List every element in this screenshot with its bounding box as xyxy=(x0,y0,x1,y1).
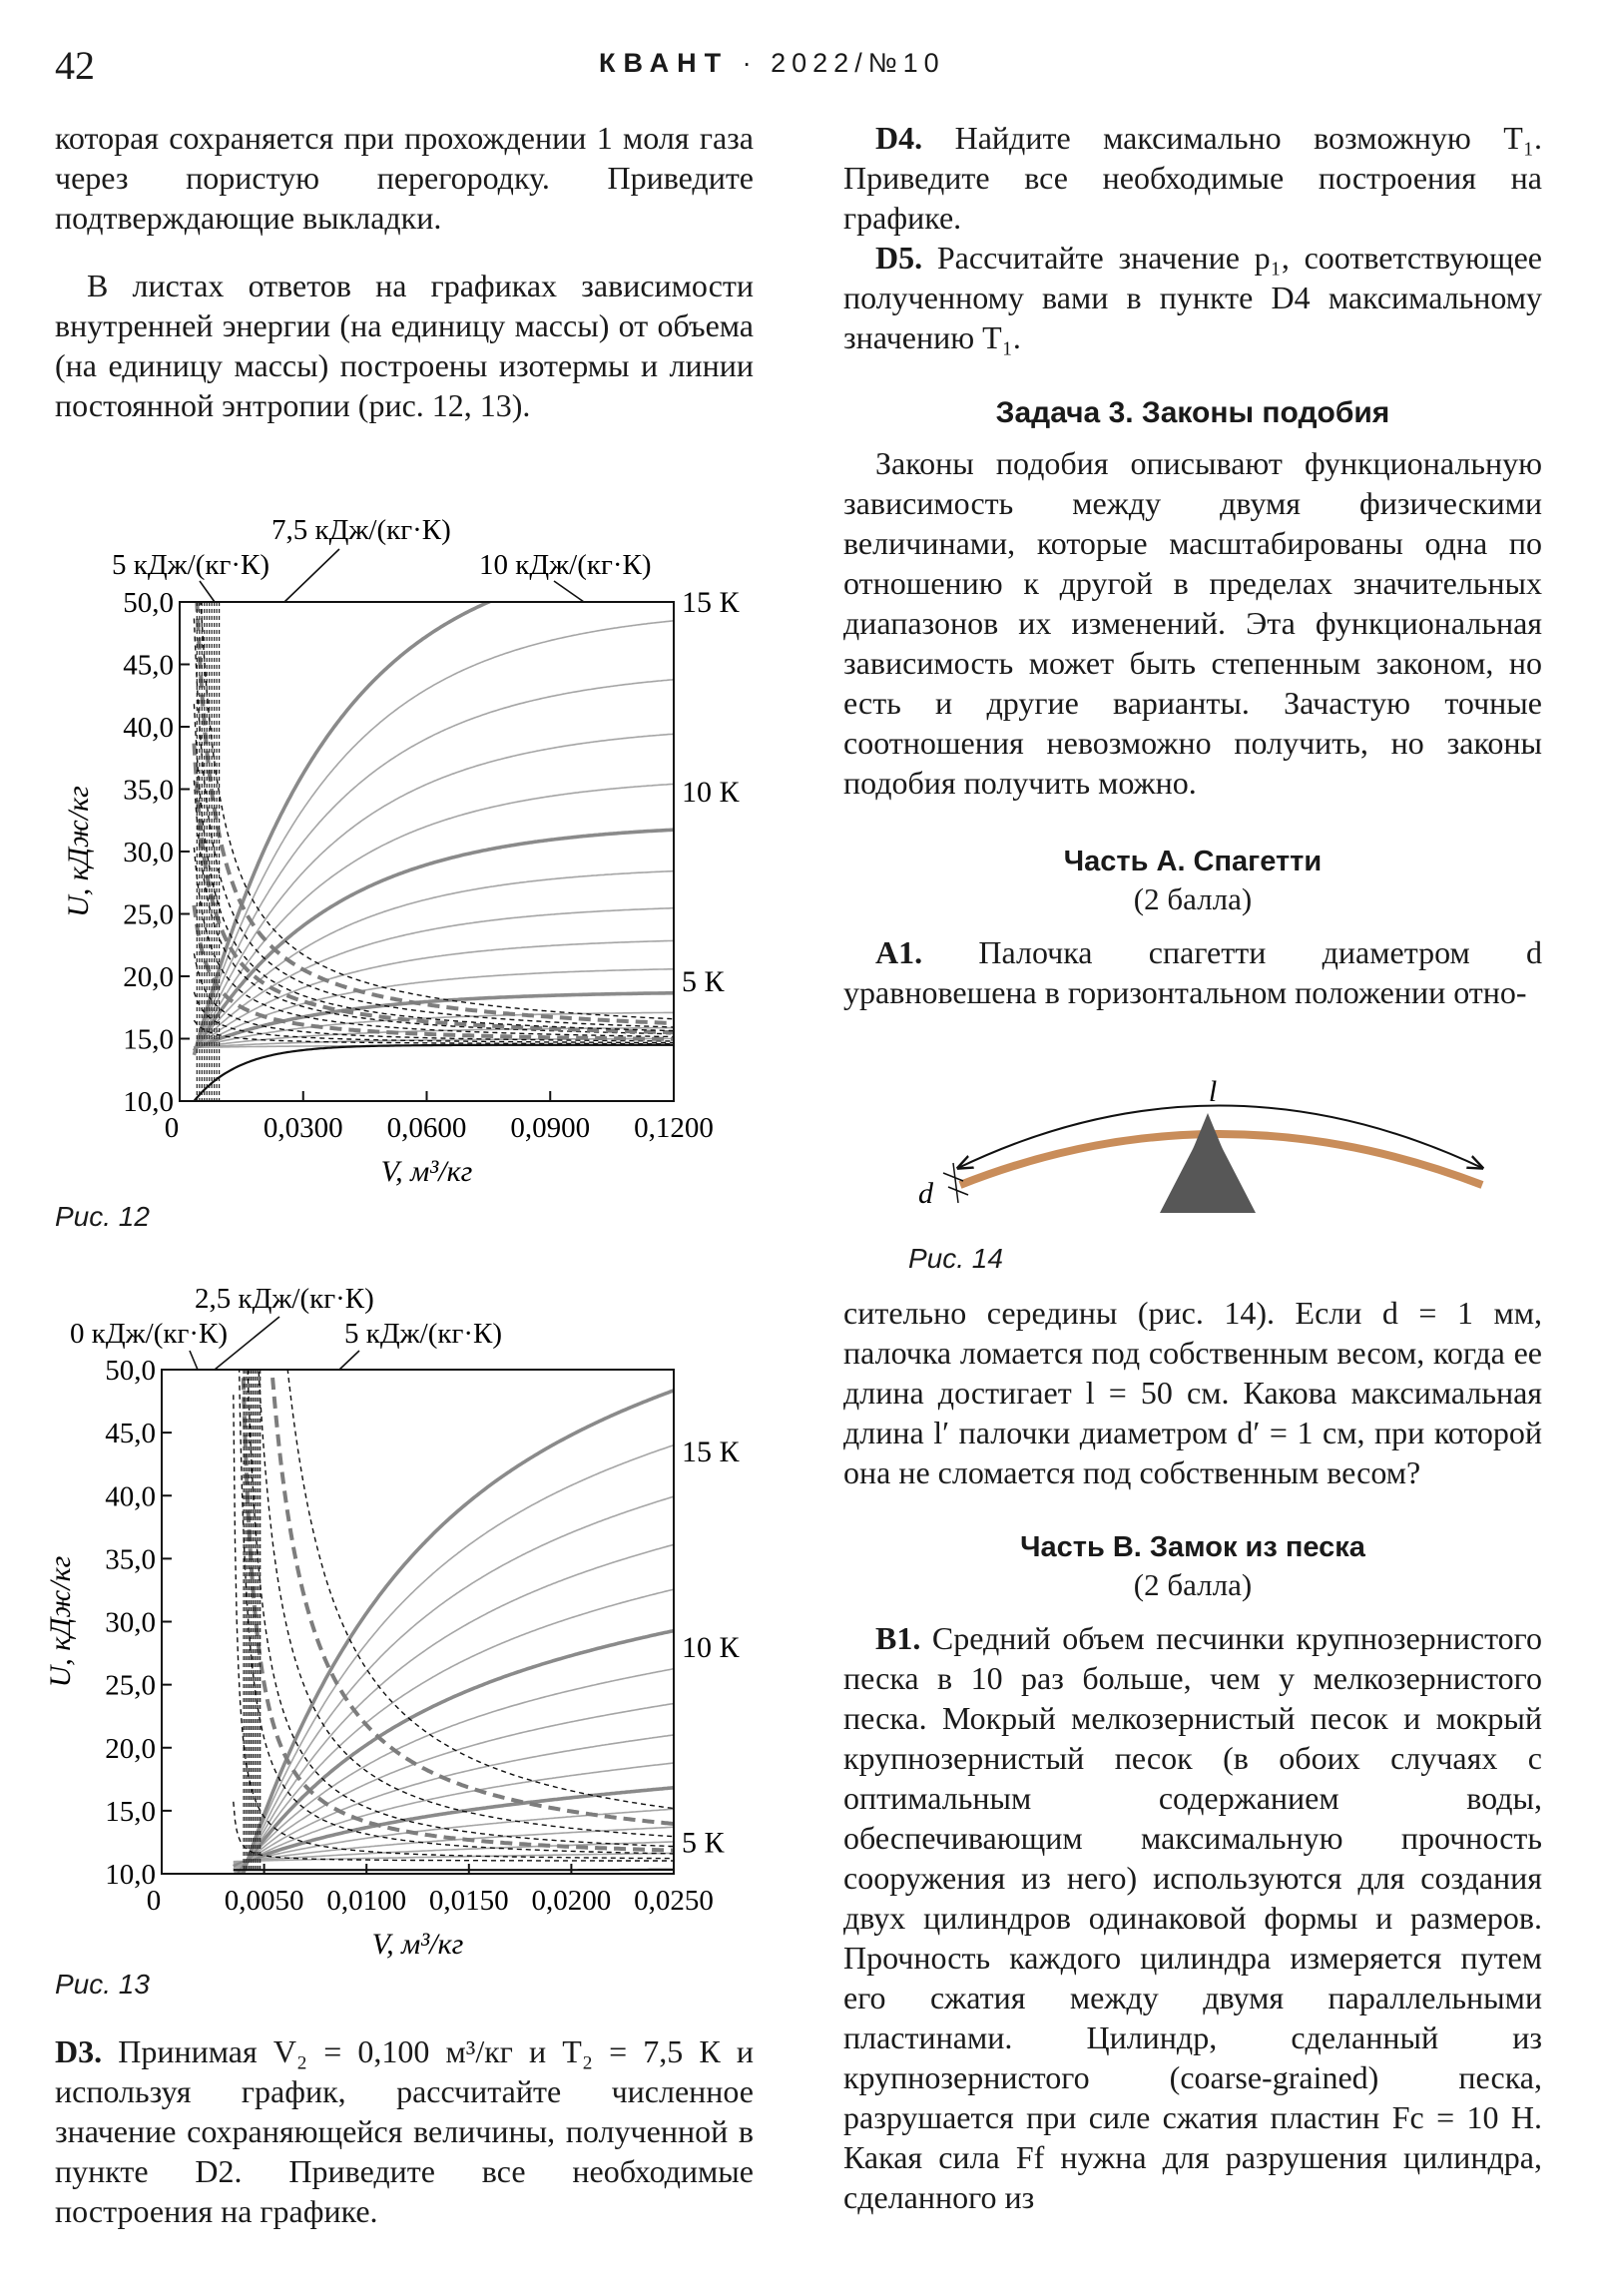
y-tick-label: 15,0 xyxy=(123,1023,174,1056)
annotation-leader xyxy=(339,1351,359,1370)
magazine-title: КВАНТ xyxy=(599,48,730,78)
temperature-label: 10 К xyxy=(682,1630,740,1664)
d3-label: D3. xyxy=(55,2033,103,2069)
y-tick-label: 20,0 xyxy=(123,961,174,993)
partA-points: (2 балла) xyxy=(1133,881,1253,916)
temperature-label: 5 К xyxy=(682,965,725,998)
issue-label: · 2022/№10 xyxy=(742,48,945,78)
paragraph: В листах ответов на графиках зависимости внутренней энергии (на единицу массы) от объема (на единицу массы) построены изотермы и линии постоянной энтропии (рис. 12, 13). xyxy=(55,268,754,423)
x-tick-label: 0,0300 xyxy=(263,1112,343,1144)
y-tick-label: 10,0 xyxy=(123,1086,174,1118)
entropy-annotation: 10 кДж/(кг·К) xyxy=(479,549,652,581)
y-tick-label: 30,0 xyxy=(123,837,174,868)
a1-text-1: Палочка спагетти диаметром d уравновешена в горизонтальном положении отно- xyxy=(843,934,1542,1010)
y-tick-label: 40,0 xyxy=(105,1480,156,1513)
isentrope-7.5 xyxy=(194,744,674,1033)
d4-label: D4. xyxy=(875,120,923,156)
partB-title: Часть B. Замок из песка xyxy=(1020,1531,1365,1563)
left-intro xyxy=(55,118,754,425)
isentrope-5 xyxy=(234,1273,674,1824)
y-tick-label: 50,0 xyxy=(123,587,174,619)
plot-frame xyxy=(180,602,674,1101)
a1-text-2: сительно середины (рис. 14). Если d = 1 мм, палочка ломается под собственным весом, когда ее длина достигает l = 50 см. Какова максимальная длина l′ палочки диаметром d′ = 1 см, при которой она не сломается под собственным весом? xyxy=(843,1295,1542,1490)
y-tick-label: 10,0 xyxy=(105,1859,156,1891)
x-tick-label: 0,0900 xyxy=(510,1112,591,1144)
entropy-annotation: 5 кДж/(кг·К) xyxy=(112,549,270,581)
y-axis-label: U, кДж/кг xyxy=(62,786,95,917)
length-label: l xyxy=(1208,1075,1218,1108)
figure-14-caption: Рис. 14 xyxy=(908,1243,1003,1274)
y-tick-label: 35,0 xyxy=(123,774,174,807)
x-axis-label: V, м³/кг xyxy=(371,1928,464,1961)
figure-13-chart xyxy=(40,1273,779,1972)
temperature-label: 5 К xyxy=(682,1826,725,1860)
diameter-tick-top xyxy=(943,1173,963,1181)
y-tick-label: 45,0 xyxy=(123,649,174,682)
y-tick-label: 25,0 xyxy=(123,898,174,931)
y-tick-label: 50,0 xyxy=(105,1355,156,1387)
task3-text: Законы подобия описывают функциональную зависимость между двумя физическими величинами, которые масштабированы одна по отношению к другой в пределах значительных диапазонов их изменений. Эта функциональная зависимость может быть степенным законом, но есть и другие варианты. Зачастую точные соотношения невозможно получить, но законы подобия получить можно. xyxy=(843,445,1542,801)
diameter-tick-bottom xyxy=(948,1187,968,1195)
diameter-arrow xyxy=(953,1163,958,1203)
y-tick-label: 20,0 xyxy=(105,1732,156,1765)
y-axis-label: U, кДж/кг xyxy=(44,1555,77,1688)
isotherm-7K xyxy=(234,1735,674,1872)
plot-area xyxy=(234,1273,674,1905)
annotation-leader xyxy=(200,581,215,602)
figure-12-chart xyxy=(40,499,779,1198)
d3-text: Принимая V₂ = 0,100 м³/кг и T₂ = 7,5 К и используя график, рассчитайте численное значение сохраняющейся величины, полученной в пункте D2. Приведите все необходимые построения на графике. xyxy=(55,2033,755,2229)
partA-title: Часть А. Спагетти xyxy=(1063,846,1323,877)
isentrope-10 xyxy=(194,524,674,1023)
figure-12-caption: Рис. 12 xyxy=(55,1201,150,1232)
x-tick-label: 0,1200 xyxy=(634,1112,714,1144)
right-bottom xyxy=(843,1293,1542,2217)
annotation-leader xyxy=(190,1351,198,1370)
b1-label: B1. xyxy=(875,1620,921,1656)
y-tick-label: 45,0 xyxy=(105,1418,156,1450)
isentrope-2 xyxy=(234,1273,674,1854)
d5-text: Рассчитайте значение p₁, соответствующее полученному вами в пункте D4 максимальному значению T₁. xyxy=(843,240,1542,355)
y-tick-label: 25,0 xyxy=(105,1669,156,1702)
x-tick-label: 0,0050 xyxy=(224,1885,304,1917)
d5-label: D5. xyxy=(875,240,923,276)
figure-13-caption: Рис. 13 xyxy=(55,1969,150,2000)
isentrope-9 xyxy=(194,619,674,1028)
y-tick-label: 30,0 xyxy=(105,1606,156,1639)
b1-text: Средний объем песчинки крупнозернистого песка в 10 раз больше, чем у мелкозернистого песка. Мокрый мелкозернистый песок и мокрый крупнозернистый песок (в обоих случаях с оптимальным содержанием воды, обеспечивающим максимальную прочность сооружения из него) используются для создания двух цилиндров одинаковой формы и размеров. Прочность каждого цилиндра измеряется путем его сжатия между двумя параллельными пластинами. Цилиндр, сделанный из крупнозернистого (coarse-grained) песка, разрушается при силе сжатия пластин Fc = 10 Н. Какая сила Ff нужна для разрушения цилиндра, сделанного из xyxy=(843,1620,1542,2215)
isotherm-14K xyxy=(194,621,674,1054)
isentrope-8 xyxy=(194,704,674,1030)
y-tick-label: 35,0 xyxy=(105,1543,156,1576)
plot-area xyxy=(194,499,674,1101)
y-tick-label: 15,0 xyxy=(105,1795,156,1828)
x-tick-label: 0 xyxy=(146,1885,162,1917)
y-tick-label: 40,0 xyxy=(123,712,174,744)
entropy-annotation: 2,5 кДж/(кг·К) xyxy=(195,1283,374,1315)
annotation-leader xyxy=(554,581,584,602)
magazine-header xyxy=(599,48,945,79)
entropy-annotation: 5 кДж/(кг·К) xyxy=(344,1318,503,1350)
d4-text: Найдите максимально возможную T₁. Приведите все необходимые построения на графике. xyxy=(843,120,1543,236)
d3-block xyxy=(55,2031,754,2231)
temperature-label: 15 К xyxy=(682,586,740,619)
annotation-leader xyxy=(284,549,339,602)
x-tick-label: 0,0250 xyxy=(634,1885,714,1917)
isotherm-13K xyxy=(194,680,674,1053)
partB-points: (2 балла) xyxy=(1133,1567,1253,1602)
task3-title: Задача 3. Законы подобия xyxy=(995,396,1390,429)
a1-label: A1. xyxy=(875,934,923,970)
entropy-annotation: 0 кДж/(кг·К) xyxy=(70,1318,229,1350)
x-axis-label: V, м³/кг xyxy=(380,1155,473,1188)
plot-frame xyxy=(162,1370,674,1874)
isentrope-2.5 xyxy=(234,1273,674,1851)
ground-state-curve xyxy=(194,1045,674,1101)
x-tick-label: 0,0600 xyxy=(386,1112,467,1144)
diameter-label: d xyxy=(918,1177,933,1210)
temperature-label: 15 К xyxy=(682,1435,740,1469)
x-tick-label: 0,0100 xyxy=(326,1885,407,1917)
page-number: 42 xyxy=(55,43,95,88)
x-tick-label: 0,0200 xyxy=(531,1885,612,1917)
x-tick-label: 0,0150 xyxy=(428,1885,509,1917)
entropy-annotation: 7,5 кДж/(кг·К) xyxy=(271,514,451,546)
isotherm-9K xyxy=(234,1669,674,1878)
right-top xyxy=(843,118,1542,1012)
temperature-label: 10 К xyxy=(682,776,740,809)
isentrope-6 xyxy=(194,848,674,1037)
paragraph: которая сохраняется при прохождении 1 моля газа через пористую перегородку. Приведите подтверждающие выкладки. xyxy=(55,120,754,236)
x-tick-label: 0 xyxy=(164,1112,180,1144)
